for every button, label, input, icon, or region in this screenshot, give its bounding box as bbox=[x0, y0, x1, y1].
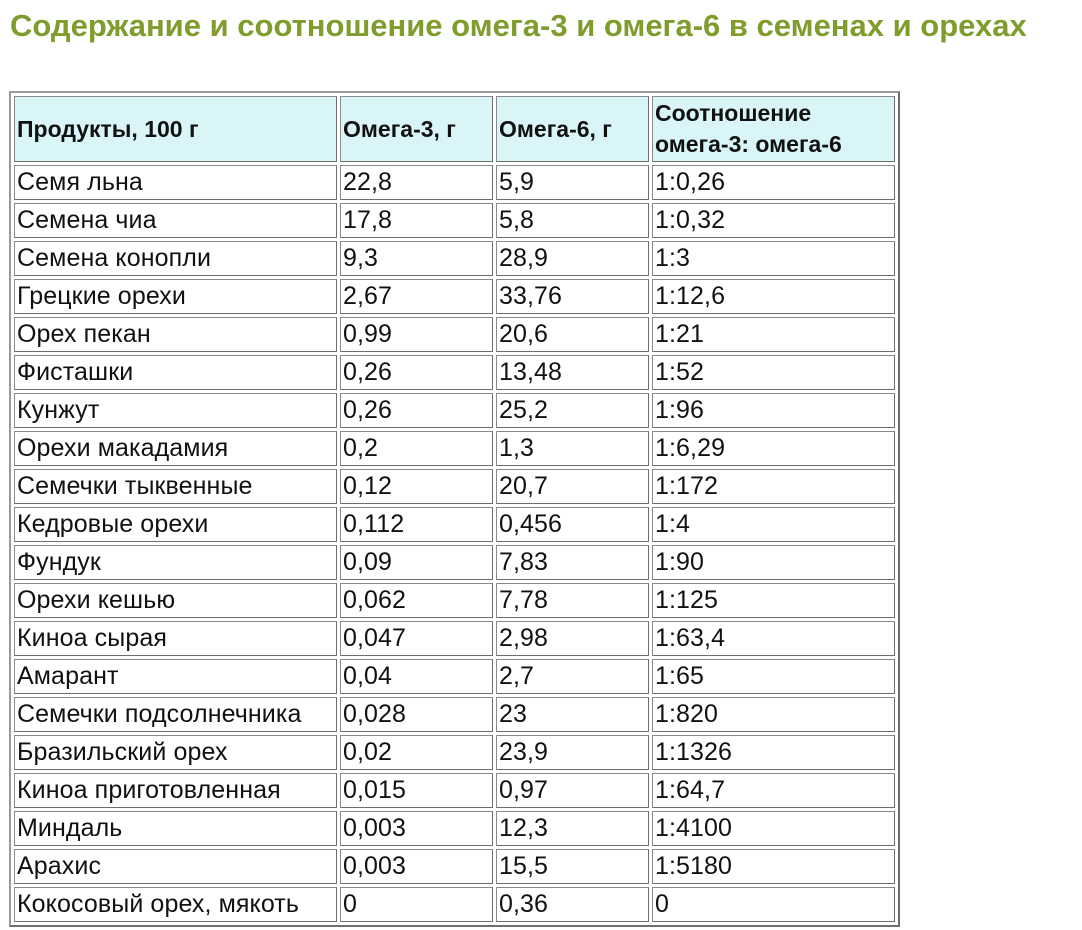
cell-product: Амарант bbox=[14, 659, 337, 694]
cell-ratio: 1:3 bbox=[652, 241, 895, 276]
cell-omega-6: 20,7 bbox=[496, 469, 649, 504]
cell-omega-3: 0,003 bbox=[340, 811, 493, 846]
table-row bbox=[14, 887, 895, 922]
cell-product: Бразильский орех bbox=[14, 735, 337, 770]
cell-ratio: 1:820 bbox=[652, 697, 895, 732]
omega-table bbox=[9, 91, 900, 927]
table-row bbox=[14, 355, 895, 390]
cell-omega-6: 23 bbox=[496, 697, 649, 732]
table-row bbox=[14, 621, 895, 656]
table-row bbox=[14, 735, 895, 770]
table-row bbox=[14, 469, 895, 504]
cell-omega-3: 17,8 bbox=[340, 203, 493, 238]
table-row bbox=[14, 583, 895, 618]
table-row bbox=[14, 279, 895, 314]
cell-product: Кокосовый орех, мякоть bbox=[14, 887, 337, 922]
cell-ratio: 1:65 bbox=[652, 659, 895, 694]
cell-omega-3: 0,112 bbox=[340, 507, 493, 542]
cell-product: Киноа сырая bbox=[14, 621, 337, 656]
header-ratio: Соотношение омега-3: омега-6 bbox=[652, 96, 895, 162]
cell-omega-6: 7,78 bbox=[496, 583, 649, 618]
table-row bbox=[14, 697, 895, 732]
cell-ratio: 1:64,7 bbox=[652, 773, 895, 808]
cell-omega-6: 5,8 bbox=[496, 203, 649, 238]
cell-omega-3: 22,8 bbox=[340, 165, 493, 200]
cell-ratio: 1:12,6 bbox=[652, 279, 895, 314]
cell-product: Семена конопли bbox=[14, 241, 337, 276]
page-title: Содержание и соотношение омега-3 и омега-6 в семенах и орехах bbox=[10, 8, 1027, 43]
cell-product: Фундук bbox=[14, 545, 337, 580]
cell-ratio: 1:21 bbox=[652, 317, 895, 352]
cell-omega-3: 2,67 bbox=[340, 279, 493, 314]
cell-omega-3: 0,015 bbox=[340, 773, 493, 808]
cell-omega-6: 5,9 bbox=[496, 165, 649, 200]
cell-omega-6: 12,3 bbox=[496, 811, 649, 846]
cell-product: Орех пекан bbox=[14, 317, 337, 352]
cell-omega-6: 0,36 bbox=[496, 887, 649, 922]
table-row bbox=[14, 165, 895, 200]
cell-omega-6: 7,83 bbox=[496, 545, 649, 580]
cell-ratio: 1:5180 bbox=[652, 849, 895, 884]
cell-omega-3: 0,2 bbox=[340, 431, 493, 466]
cell-product: Арахис bbox=[14, 849, 337, 884]
cell-omega-3: 0,12 bbox=[340, 469, 493, 504]
cell-omega-3: 0,028 bbox=[340, 697, 493, 732]
cell-omega-6: 2,98 bbox=[496, 621, 649, 656]
cell-omega-3: 0 bbox=[340, 887, 493, 922]
table-row bbox=[14, 203, 895, 238]
cell-omega-3: 0,003 bbox=[340, 849, 493, 884]
header-omega-6: Омега-6, г bbox=[496, 96, 649, 162]
cell-omega-6: 2,7 bbox=[496, 659, 649, 694]
cell-omega-3: 0,26 bbox=[340, 355, 493, 390]
table-header-row bbox=[14, 96, 895, 162]
cell-ratio: 1:52 bbox=[652, 355, 895, 390]
cell-omega-3: 0,99 bbox=[340, 317, 493, 352]
table-row bbox=[14, 431, 895, 466]
header-omega-3: Омега-3, г bbox=[340, 96, 493, 162]
cell-omega-6: 0,97 bbox=[496, 773, 649, 808]
cell-ratio: 1:90 bbox=[652, 545, 895, 580]
cell-omega-3: 0,04 bbox=[340, 659, 493, 694]
cell-omega-6: 20,6 bbox=[496, 317, 649, 352]
table-row bbox=[14, 317, 895, 352]
table-row bbox=[14, 241, 895, 276]
cell-ratio: 1:1326 bbox=[652, 735, 895, 770]
cell-product: Кунжут bbox=[14, 393, 337, 428]
cell-product: Семя льна bbox=[14, 165, 337, 200]
cell-ratio: 1:172 bbox=[652, 469, 895, 504]
cell-ratio: 1:63,4 bbox=[652, 621, 895, 656]
cell-product: Кедровые орехи bbox=[14, 507, 337, 542]
table-row bbox=[14, 773, 895, 808]
cell-product: Семена чиа bbox=[14, 203, 337, 238]
cell-ratio: 1:4 bbox=[652, 507, 895, 542]
cell-product: Киноа приготовленная bbox=[14, 773, 337, 808]
cell-omega-6: 28,9 bbox=[496, 241, 649, 276]
cell-omega-6: 0,456 bbox=[496, 507, 649, 542]
cell-product: Семечки тыквенные bbox=[14, 469, 337, 504]
cell-product: Фисташки bbox=[14, 355, 337, 390]
cell-ratio: 0 bbox=[652, 887, 895, 922]
cell-omega-3: 0,02 bbox=[340, 735, 493, 770]
table-row bbox=[14, 545, 895, 580]
header-product: Продукты, 100 г bbox=[14, 96, 337, 162]
table-body bbox=[14, 165, 895, 922]
cell-omega-6: 1,3 bbox=[496, 431, 649, 466]
cell-product: Семечки подсолнечника bbox=[14, 697, 337, 732]
cell-ratio: 1:6,29 bbox=[652, 431, 895, 466]
cell-product: Грецкие орехи bbox=[14, 279, 337, 314]
cell-ratio: 1:96 bbox=[652, 393, 895, 428]
cell-ratio: 1:4100 bbox=[652, 811, 895, 846]
table-row bbox=[14, 811, 895, 846]
table-row bbox=[14, 507, 895, 542]
cell-omega-3: 0,09 bbox=[340, 545, 493, 580]
table-row bbox=[14, 849, 895, 884]
cell-product: Орехи макадамия bbox=[14, 431, 337, 466]
cell-omega-6: 23,9 bbox=[496, 735, 649, 770]
cell-ratio: 1:125 bbox=[652, 583, 895, 618]
cell-omega-6: 15,5 bbox=[496, 849, 649, 884]
cell-omega-6: 25,2 bbox=[496, 393, 649, 428]
table-row bbox=[14, 393, 895, 428]
cell-product: Миндаль bbox=[14, 811, 337, 846]
cell-omega-6: 33,76 bbox=[496, 279, 649, 314]
cell-product: Орехи кешью bbox=[14, 583, 337, 618]
cell-omega-3: 0,26 bbox=[340, 393, 493, 428]
cell-ratio: 1:0,32 bbox=[652, 203, 895, 238]
table-row bbox=[14, 659, 895, 694]
cell-omega-3: 0,062 bbox=[340, 583, 493, 618]
cell-omega-3: 9,3 bbox=[340, 241, 493, 276]
cell-omega-6: 13,48 bbox=[496, 355, 649, 390]
cell-omega-3: 0,047 bbox=[340, 621, 493, 656]
cell-ratio: 1:0,26 bbox=[652, 165, 895, 200]
